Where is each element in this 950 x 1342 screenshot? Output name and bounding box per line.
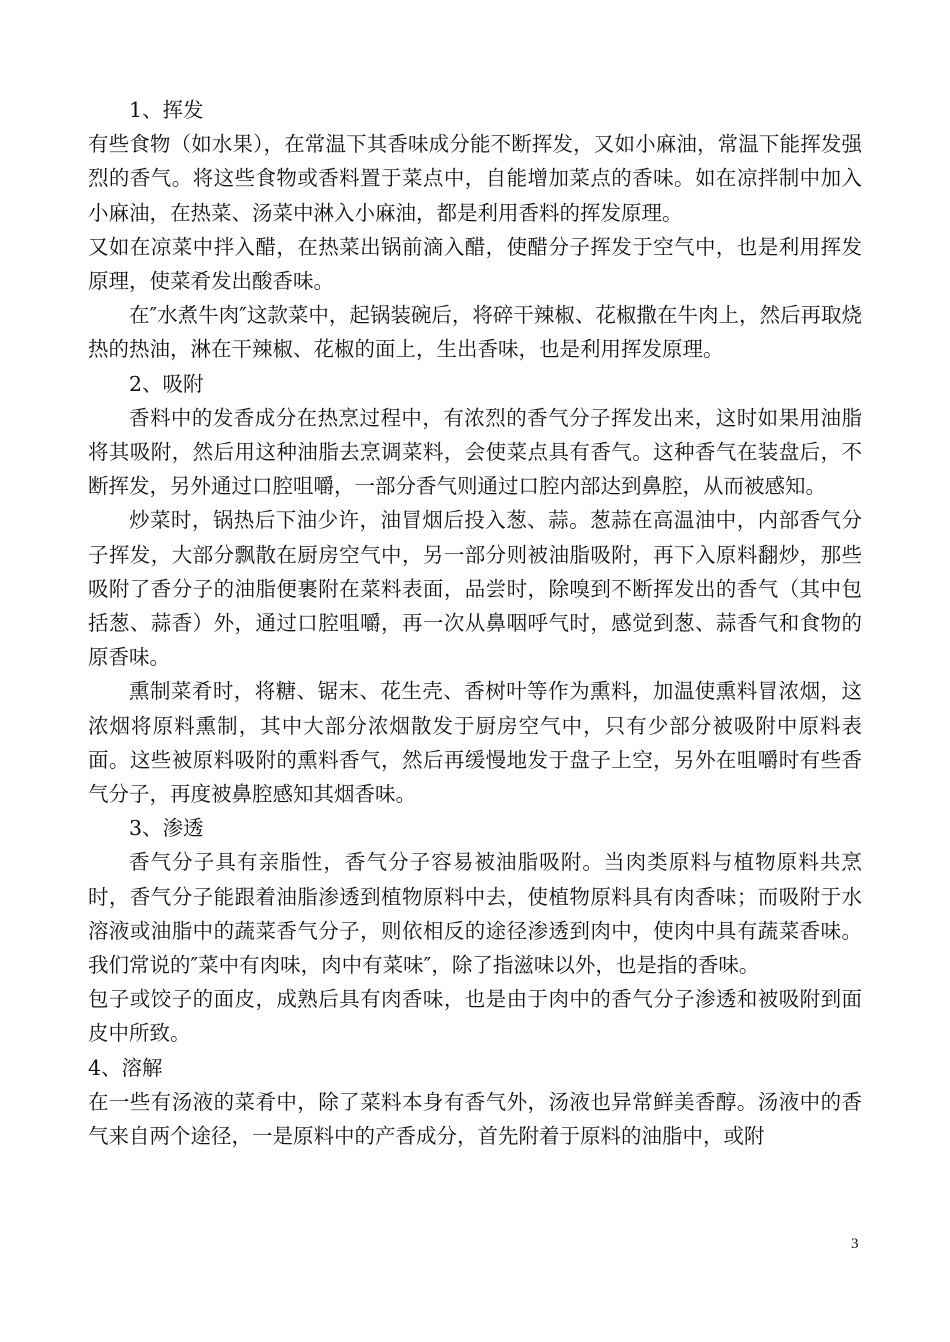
document-body <box>88 93 862 1153</box>
paragraph: 熏制菜肴时，将糖、锯末、花生壳、香树叶等作为熏料，加温使熏料冒浓烟，这浓烟将原料熏制，其中大部分浓烟散发于厨房空气中，只有少部分被吸附中原料表面。这些被原料吸附的熏料香气，然后再缓慢地发于盘子上空，另外在咀嚼时有些香气分子，再度被鼻腔感知其烟香味。 <box>88 679 862 807</box>
paragraph: 又如在凉菜中拌入醋，在热菜出锅前滴入醋，使醋分子挥发于空气中，也是利用挥发原理，使菜肴发出酸香味。 <box>88 234 862 294</box>
paragraph: 有些食物（如水果），在常温下其香味成分能不断挥发，又如小麻油，常温下能挥发强烈的香气。将这些食物或香料置于菜点中，自能增加菜点的香味。如在凉拌制中加入小麻油，在热菜、汤菜中淋入小麻油，都是利用香料的挥发原理。 <box>88 132 862 225</box>
paragraph: 在″水煮牛肉″这款菜中，起锅装碗后，将碎干辣椒、花椒撒在牛肉上，然后再取烧热的热油，淋在干辣椒、花椒的面上，生出香味，也是利用挥发原理。 <box>88 303 862 362</box>
section-heading-dissolution: 4、溶解 <box>88 1055 163 1080</box>
paragraph: 炒菜时，锅热后下油少许，油冒烟后投入葱、蒜。葱蒜在高温油中，内部香气分子挥发，大部分飘散在厨房空气中，另一部分则被油脂吸附，再下入原料翻炒，那些吸附了香分子的油脂便裹附在菜料表面，品尝时，除嗅到不断挥发出的香气（其中包括葱、蒜香）外，通过口腔咀嚼，再一次从鼻咽呼气时，感觉到葱、蒜香气和食物的原香味。 <box>88 508 862 670</box>
section-heading-volatilization: 1、挥发 <box>129 98 204 122</box>
section-heading-permeation: 3、渗透 <box>129 816 204 841</box>
page-number: 3 <box>851 1236 859 1252</box>
section-heading-adsorption: 2、吸附 <box>129 371 204 396</box>
paragraph: 包子或饺子的面皮，成熟后具有肉香味，也是由于肉中的香气分子渗透和被吸附到面皮中所致。 <box>88 987 862 1046</box>
paragraph: 在一些有汤液的菜肴中，除了菜料本身有香气外，汤液也异常鲜美香醇。汤液中的香气来自两个途径，一是原料中的产香成分，首先附着于原料的油脂中，或附 <box>88 1089 862 1149</box>
paragraph: 香气分子具有亲脂性，香气分子容易被油脂吸附。当肉类原料与植物原料共烹时，香气分子能跟着油脂渗透到植物原料中去，使植物原料具有肉香味；而吸附于水溶液或油脂中的蔬菜香气分子，则依相反的途径渗透到肉中，使肉中具有蔬菜香味。我们常说的″菜中有肉味，肉中有菜味″，除了指滋味以外，也是指的香味。 <box>88 850 862 978</box>
paragraph: 香料中的发香成分在热烹过程中，有浓烈的香气分子挥发出来，这时如果用油脂将其吸附，然后用这种油脂去烹调菜料，会使菜点具有香气。这种香气在装盘后，不断挥发，另外通过口腔咀嚼，一部分香气则通过口腔内部达到鼻腔，从而被感知。 <box>88 405 862 499</box>
